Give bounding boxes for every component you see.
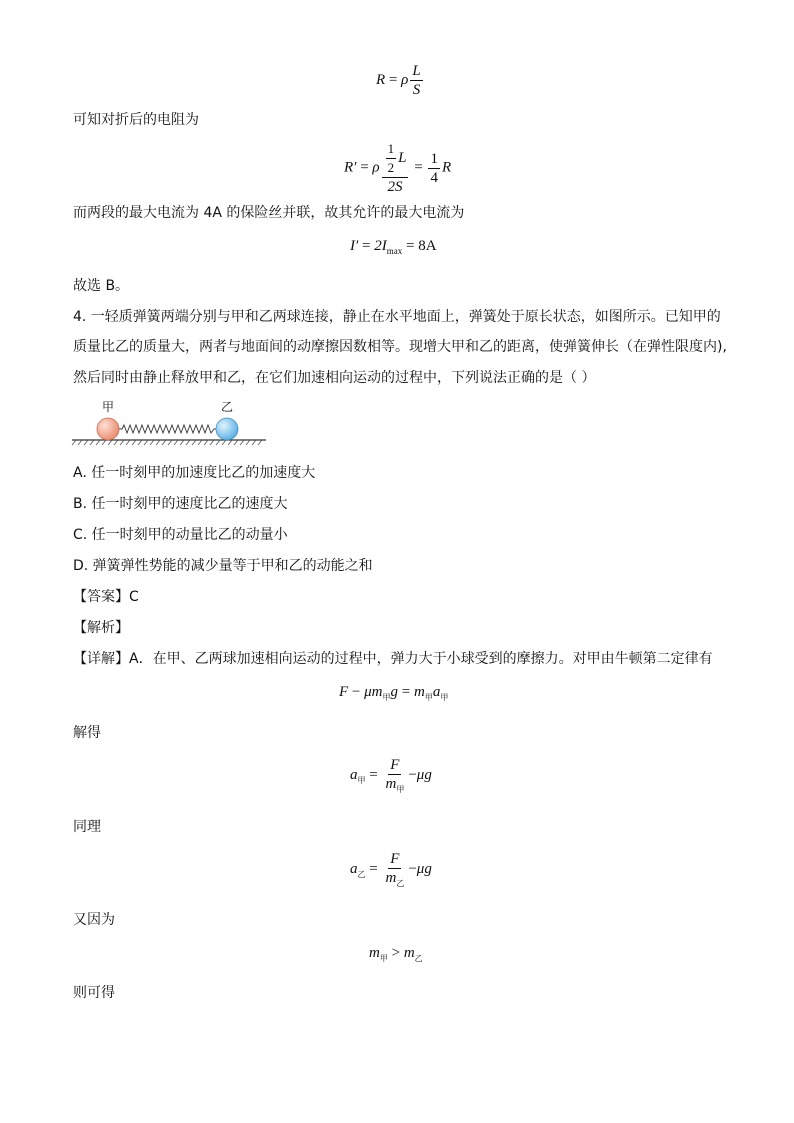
text-line: 则可得 <box>73 985 115 1001</box>
two-imax: 2I <box>374 238 387 254</box>
figure-drawing <box>70 398 270 448</box>
option-c: C. 任一时刻甲的动量比乙的动量小 <box>73 527 288 543</box>
g-symbol: g <box>424 766 432 783</box>
denominator: 2 <box>387 160 395 175</box>
option-d: D. 弹簧弹性势能的减少量等于甲和乙的动能之和 <box>73 558 373 574</box>
formula-mass-compare <box>369 945 423 962</box>
spring-figure <box>70 398 270 448</box>
spring <box>119 425 217 433</box>
equals-sign: = <box>369 860 378 877</box>
sub-jia: 甲 <box>440 693 449 702</box>
analysis-heading: 【解析】 <box>73 620 129 636</box>
iprime-symbol: I′ <box>350 238 359 254</box>
sub-jia: 甲 <box>379 954 388 963</box>
minus-sign: − <box>408 860 417 877</box>
g-symbol: g <box>390 684 399 700</box>
question-4-line: 4. 一轻质弹簧两端分别与甲和乙两球连接，静止在水平地面上，弹簧处于原长状态，如图所示。已知甲的 <box>73 309 721 325</box>
rprime-symbol: R′ <box>344 159 357 176</box>
equals-sign: = <box>401 684 411 700</box>
equals-sign: = <box>414 159 423 176</box>
equals-sign: = <box>360 159 369 176</box>
equals-sign: = <box>369 766 378 783</box>
fraction-half-l-over-2s <box>382 140 409 196</box>
question-4-line: 质量比乙的质量大，两者与地面间的动摩擦因数相等。现增大甲和乙的距离，使弹簧伸长（在弹性限度内), <box>73 339 727 355</box>
r-symbol: R <box>376 71 386 88</box>
equals-sign: = <box>362 238 371 254</box>
fraction-l-over-s <box>410 62 422 99</box>
numerator: 1 <box>386 140 397 159</box>
option-a: A. 任一时刻甲的加速度比乙的加速度大 <box>73 465 316 481</box>
numerator: F <box>390 757 400 773</box>
numerator: 1 <box>430 150 438 167</box>
r-symbol: R <box>441 159 452 176</box>
formula-accel-yi <box>350 850 432 889</box>
rho-symbol: ρ <box>372 159 380 176</box>
f-symbol: F <box>339 684 349 700</box>
numerator <box>382 140 409 178</box>
denominator: 2S <box>387 179 403 195</box>
m-symbol: m <box>385 870 397 886</box>
minus-sign: − <box>351 684 361 700</box>
sub-jia: 甲 <box>357 775 366 785</box>
l-symbol: L <box>398 149 407 166</box>
question-4-line: 然后同时由静止释放甲和乙，在它们加速相向运动的过程中，下列说法正确的是（ ） <box>73 370 596 386</box>
minus-sign: − <box>408 766 417 783</box>
fraction-f-over-m <box>383 850 406 889</box>
equals-sign: = <box>388 71 398 88</box>
m-symbol: m <box>403 945 415 961</box>
ball-jia <box>97 418 119 440</box>
sub-yi: 乙 <box>357 869 366 879</box>
g-symbol: g <box>424 860 432 877</box>
text-line: 解得 <box>73 725 101 741</box>
label-yi: 乙 <box>221 400 234 414</box>
denominator <box>383 775 406 795</box>
formula-accel-jia <box>350 756 432 795</box>
answer-line: 【答案】C <box>73 589 139 605</box>
a-symbol: a <box>350 860 358 877</box>
text-line: 故选 B。 <box>73 278 130 294</box>
formula-resistance <box>376 62 425 99</box>
sub-jia: 甲 <box>424 693 433 702</box>
m-symbol: m <box>413 684 425 700</box>
formula-folded-resistance <box>344 140 451 196</box>
numerator: F <box>390 851 400 867</box>
detail-line: 【详解】A．在甲、乙两球加速相向运动的过程中，弹力大于小球受到的摩擦力。对甲由牛顿第二定律有 <box>73 651 713 667</box>
result-8a: = 8A <box>406 238 437 254</box>
text-line: 而两段的最大电流为 4A 的保险丝并联，故其允许的最大电流为 <box>73 205 465 221</box>
a-symbol: a <box>350 766 358 783</box>
ground-hatching <box>72 440 262 445</box>
label-jia: 甲 <box>102 400 115 414</box>
fraction-f-over-m <box>383 756 406 795</box>
denominator: S <box>412 82 421 98</box>
m-symbol: m <box>371 684 383 700</box>
rho-symbol: ρ <box>401 71 409 88</box>
m-symbol: m <box>369 945 380 961</box>
numerator: L <box>412 63 421 79</box>
formula-max-current <box>350 238 437 255</box>
max-subscript: max <box>386 246 403 256</box>
sub-jia: 甲 <box>382 693 391 702</box>
sub-jia: 甲 <box>396 785 405 794</box>
ball-yi <box>216 418 238 440</box>
mu-symbol: μ <box>416 860 425 877</box>
formula-newton-jia <box>339 684 448 701</box>
denominator <box>383 869 406 889</box>
text-line: 又因为 <box>73 912 115 928</box>
sub-yi: 乙 <box>414 954 423 963</box>
m-symbol: m <box>385 776 397 792</box>
greater-than-sign: > <box>391 945 401 961</box>
option-b: B. 任一时刻甲的速度比乙的速度大 <box>73 496 288 512</box>
sub-yi: 乙 <box>396 879 405 888</box>
mu-symbol: μ <box>364 684 372 700</box>
text-line: 同理 <box>73 819 101 835</box>
text-line: 可知对折后的电阻为 <box>73 112 199 128</box>
fraction-one-quarter <box>428 150 440 187</box>
mu-symbol: μ <box>416 766 425 783</box>
fraction-one-half <box>386 140 397 177</box>
denominator: 4 <box>430 169 438 186</box>
a-symbol: a <box>432 684 441 700</box>
